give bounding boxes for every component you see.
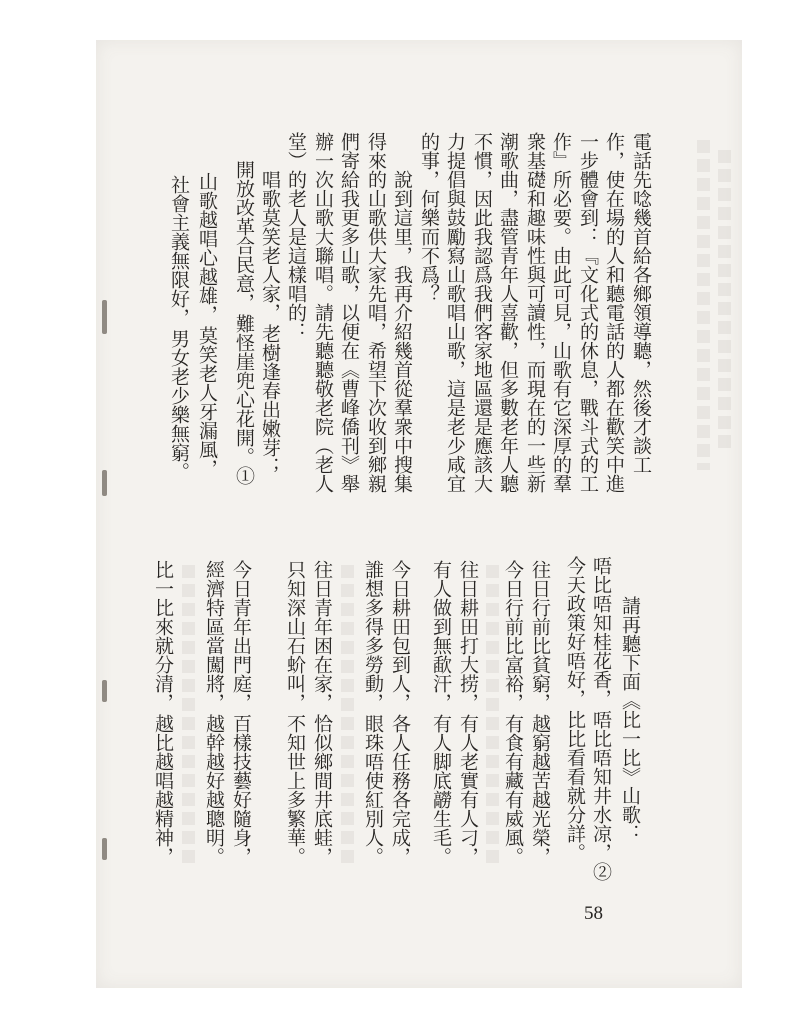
verse-line bbox=[589, 556, 613, 881]
verse-first-half: 唔比唔知桂花香， bbox=[590, 556, 612, 708]
prose-column: 堂）的老人是這樣唱的： bbox=[285, 132, 307, 341]
bleed-through bbox=[486, 565, 499, 865]
verse-first-half: 唱歌莫笑老人家， bbox=[259, 170, 281, 322]
prose-column: 得來的山歌供大家先唱，希望下次收到鄉親 bbox=[365, 132, 387, 493]
verse-second-half: 難怪崖兜心花開。① bbox=[233, 314, 255, 485]
verse-first-half: 今日耕田包到人， bbox=[389, 560, 411, 712]
verse-line bbox=[195, 172, 219, 478]
binding-mark bbox=[102, 470, 107, 496]
verse-second-half: 眼珠唔使紅別人。 bbox=[362, 714, 384, 866]
verse-first-half: 往日行前比貧窮， bbox=[529, 560, 551, 712]
verse-first-half: 誰想多得多勞動， bbox=[362, 560, 384, 712]
verse-first-half: 往日青年困在家， bbox=[311, 560, 333, 712]
verse-second-half: 比比看看就分詳。 bbox=[564, 710, 586, 862]
verse-second-half: 各人任務各完成， bbox=[389, 714, 411, 866]
verse-line bbox=[388, 560, 412, 866]
verse-second-half: 百樣技藝好隨身， bbox=[230, 714, 252, 866]
verse-second-half: 越窮越苦越光榮， bbox=[529, 714, 551, 866]
verse-line bbox=[361, 560, 385, 866]
prose-column: 一步體會到：『文化式的休息，戰斗式的工 bbox=[577, 132, 599, 493]
binding-mark bbox=[102, 838, 107, 860]
prose-column: 力提倡與鼓勵寫山歌唱山歌，這是老少咸宜 bbox=[444, 132, 466, 493]
page-number: 58 bbox=[584, 903, 603, 924]
verse-second-half: 莫笑老人牙漏風， bbox=[196, 326, 218, 478]
verse-line bbox=[258, 170, 282, 476]
prose-column: 不慣，因此我認爲我們客家地區還是應該大 bbox=[471, 132, 493, 493]
verse-line bbox=[528, 560, 552, 866]
verse-second-half: 不知世上多繁華。 bbox=[284, 714, 306, 866]
verse-first-half: 社會主義無限好， bbox=[168, 175, 190, 327]
verse-second-half: 恰似鄉間井底蛙， bbox=[311, 714, 333, 866]
verse-second-half: 男女老少樂無窮。 bbox=[168, 329, 190, 481]
verse-first-half: 只知深山石蚧叫， bbox=[284, 560, 306, 712]
verse-second-half: 有食有藏有威風。 bbox=[502, 714, 524, 866]
verse-line bbox=[202, 560, 226, 866]
verse-second-half: 越比越唱越精神， bbox=[152, 714, 174, 866]
verse-line bbox=[501, 560, 525, 866]
verse-second-half: 有人老實有人刁， bbox=[457, 714, 479, 866]
verse-second-half: 老樹逢春出嫩芽； bbox=[259, 324, 281, 476]
verse-second-half: 唔比唔知井水凉，② bbox=[590, 710, 612, 881]
verse-second-half: 越幹越好越聰明。 bbox=[203, 714, 225, 866]
verse-line bbox=[283, 560, 307, 866]
verse-line bbox=[429, 560, 453, 866]
verse-first-half: 今日行前比富裕， bbox=[502, 560, 524, 712]
verse-first-half: 開放改革合民意， bbox=[233, 160, 255, 312]
verse-first-half: 比一比來就分清， bbox=[152, 560, 174, 712]
verse-first-half: 山歌越唱心越雄， bbox=[196, 172, 218, 324]
binding-mark bbox=[102, 300, 107, 334]
verse-first-half: 今天政策好唔好， bbox=[564, 556, 586, 708]
bleed-through bbox=[718, 150, 731, 450]
verse-line bbox=[456, 560, 480, 866]
bleed-through bbox=[341, 565, 354, 865]
verse-first-half: 今日青年出門庭， bbox=[230, 560, 252, 712]
verse-line bbox=[232, 160, 256, 485]
prose-column: 衆基礎和趣味性與可讀性，而現在的一些新 bbox=[524, 132, 546, 493]
verse-line bbox=[167, 175, 191, 481]
prose-column: 電話先唸幾首給各鄉領導聽，然後才談工 bbox=[630, 132, 652, 474]
verse-line bbox=[229, 560, 253, 866]
verse-first-half: 經濟特區當闖將， bbox=[203, 560, 225, 712]
binding-mark bbox=[102, 680, 107, 702]
prose-column: 的事，何樂而不爲？ bbox=[418, 132, 440, 303]
verse-second-half: 有人脚底髝生毛。 bbox=[430, 714, 452, 866]
prose-column: 辦一次山歌大聯唱。請先聽聽敬老院（老人 bbox=[312, 132, 334, 493]
intro-line: 請再聽下面《比一比》山歌： bbox=[619, 596, 641, 843]
prose-column: 們寄給我更多山歌，以便在《曹峰僑刊》舉 bbox=[338, 132, 360, 493]
bleed-through bbox=[697, 140, 710, 470]
verse-line bbox=[563, 556, 587, 862]
verse-first-half: 有人做到無歃汗， bbox=[430, 560, 452, 712]
bleed-through bbox=[182, 565, 195, 865]
verse-line bbox=[310, 560, 334, 866]
prose-column: 說到這里，我再介紹幾首從羣衆中搜集 bbox=[391, 170, 413, 493]
verse-line bbox=[151, 560, 175, 866]
prose-column: 作，使在場的人和聽電話的人都在歡笑中進 bbox=[603, 132, 625, 493]
verse-first-half: 往日耕田打大捞， bbox=[457, 560, 479, 712]
prose-column: 作』所必要。由此可見，山歌有它深厚的羣 bbox=[550, 132, 572, 493]
prose-column: 潮歌曲，盡管青年人喜歡，但多數老年人聽 bbox=[497, 132, 519, 493]
